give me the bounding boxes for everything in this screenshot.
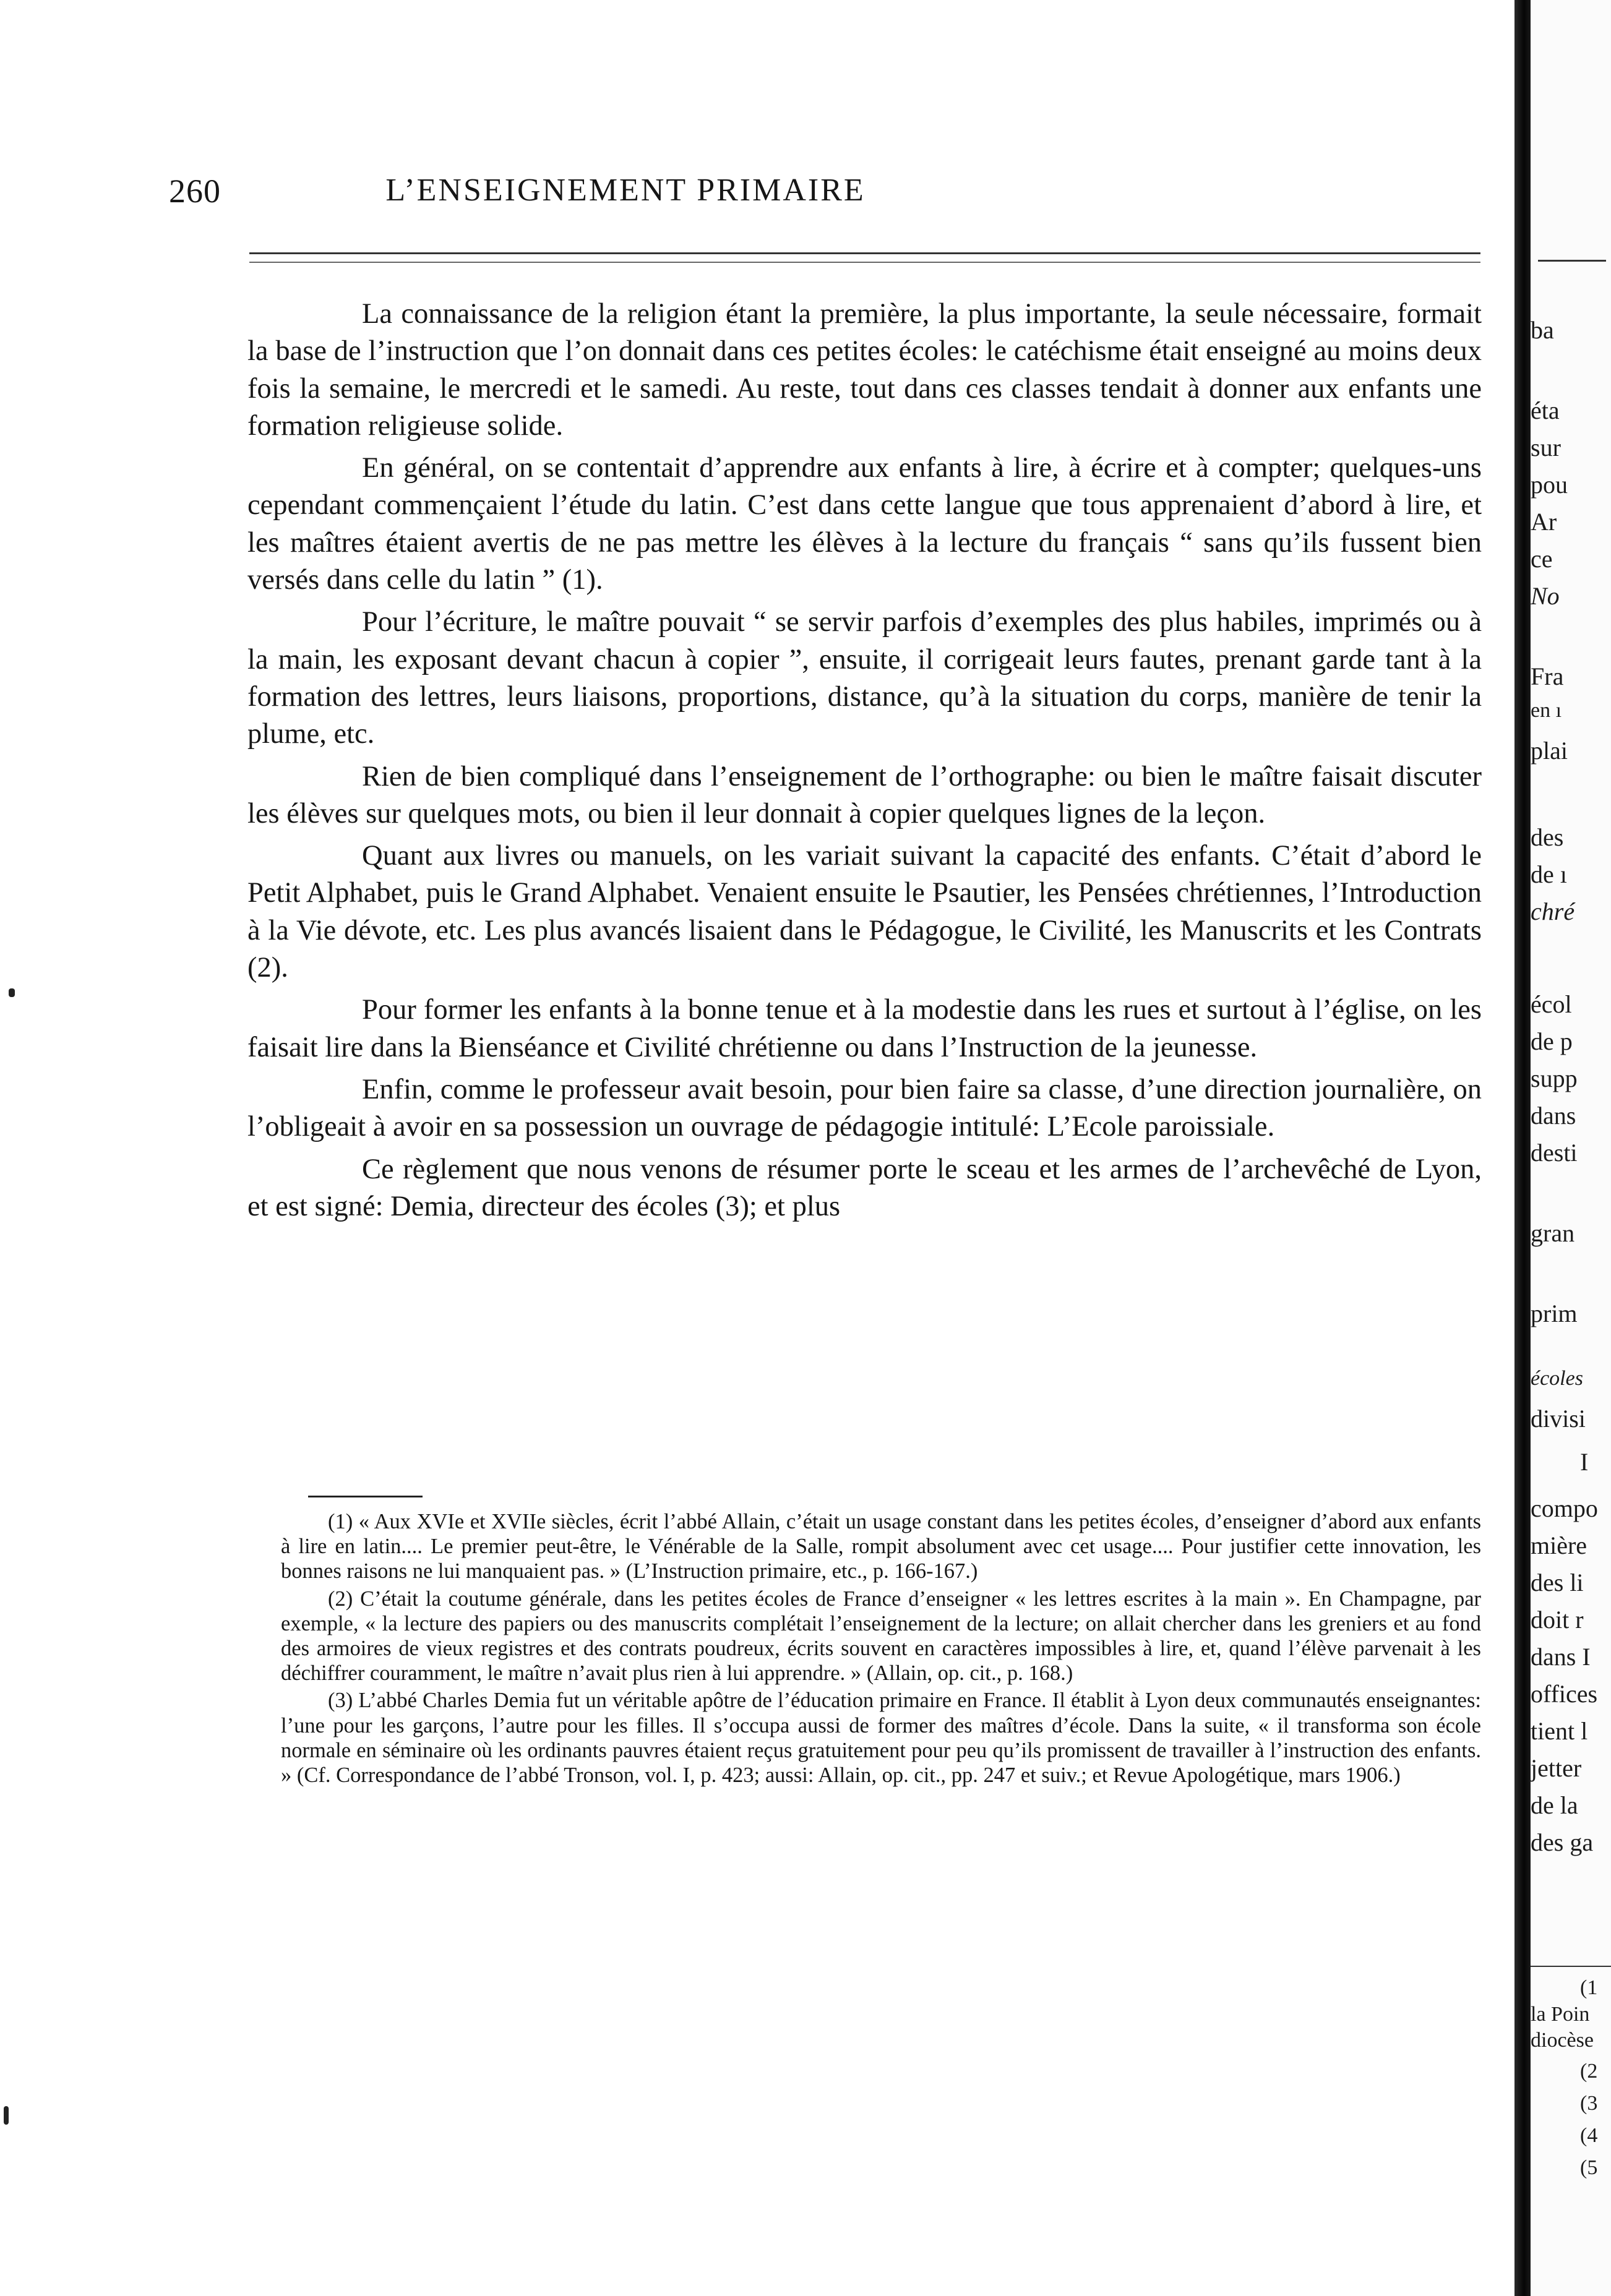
facing-text-fragment: en ı bbox=[1531, 699, 1562, 722]
facing-text-fragment: écoles bbox=[1531, 1367, 1583, 1390]
facing-text-fragment: sur bbox=[1531, 434, 1561, 461]
facing-text-fragment: de la bbox=[1531, 1791, 1578, 1819]
paragraph: Pour l’écriture, le maître pouvait “ se servir parfois d’exemples des plus habiles, imprimés ou à la main, les exposant devant chacun à copier ”, ensuite, il corrigeait leurs fautes, prenant garde tant à la formation des lettres, leurs liaisons, proportions, distance, qu’à la situation du corps, manière de tenir la plume, etc. bbox=[247, 606, 1482, 750]
paragraph: Enfin, comme le professeur avait besoin, pour bien faire sa classe, d’une direction journalière, on l’obligeait à avoir en sa possession un ouvrage de pédagogie intitulé: L’Ecole paroissiale. bbox=[247, 1073, 1482, 1143]
facing-text-fragment: des bbox=[1531, 823, 1564, 851]
facing-text-fragment: Ar bbox=[1531, 508, 1557, 536]
facing-text-fragment: éta bbox=[1531, 396, 1560, 424]
facing-text-fragment: de p bbox=[1531, 1027, 1573, 1055]
facing-footnote-rule bbox=[1531, 1966, 1611, 1967]
footnotes bbox=[281, 1509, 1481, 1790]
facing-text-fragment: Fra bbox=[1531, 662, 1564, 690]
facing-text-fragment: plai bbox=[1531, 737, 1568, 765]
scan-left-margin bbox=[0, 0, 36, 2296]
facing-text-fragment: prim bbox=[1531, 1300, 1578, 1327]
facing-text-fragment: desti bbox=[1531, 1139, 1578, 1167]
facing-text-fragment: chré bbox=[1531, 897, 1575, 925]
page-number: 260 bbox=[169, 173, 221, 210]
footnote-rule bbox=[308, 1496, 423, 1497]
running-title: L’ENSEIGNEMENT PRIMAIRE bbox=[385, 173, 866, 208]
facing-text-fragment: mière bbox=[1531, 1531, 1587, 1559]
body-text bbox=[247, 296, 1482, 1230]
facing-text-fragment: gran bbox=[1531, 1219, 1575, 1247]
paragraph: Quant aux livres ou manuels, on les variait suivant la capacité des enfants. C’était d’abord le Petit Alphabet, puis le Grand Alphabet. Venaient ensuite le Psautier, les Pensées chrétiennes, l’Introduction à la Vie dévote, etc. Les plus avancés lisaient dans le Pédagogue, le Civilité, les Manuscrits et les Contrats (2). bbox=[247, 840, 1482, 984]
paragraph: Ce règlement que nous venons de résumer porte le sceau et les armes de l’archevêché de Lyon, et est signé: Demia, directeur des écoles (3); et plus bbox=[247, 1153, 1482, 1222]
facing-text-fragment: dans bbox=[1531, 1102, 1576, 1129]
facing-text-fragment: I bbox=[1580, 1448, 1589, 1476]
facing-text-fragment: tient l bbox=[1531, 1717, 1588, 1745]
facing-text-fragment: (1 bbox=[1580, 1976, 1598, 1999]
facing-text-fragment: jetter bbox=[1531, 1754, 1582, 1782]
paragraph: En général, on se contentait d’apprendre aux enfants à lire, à écrire et à compter; quelques-uns cependant commençaient l’étude du latin. C’est dans cette langue que tous apprenaient d’abord à lire, et les maîtres étaient avertis de ne pas mettre les élèves à la lecture du français “ sans qu’ils fussent bien versés dans celle du latin ” (1). bbox=[247, 452, 1482, 596]
facing-text-fragment: (2 bbox=[1580, 2060, 1598, 2083]
facing-text-fragment: écol bbox=[1531, 990, 1572, 1018]
facing-text-fragment: offices bbox=[1531, 1680, 1598, 1708]
facing-text-fragment: (3 bbox=[1580, 2092, 1598, 2115]
facing-text-fragment: la Poin bbox=[1531, 2003, 1590, 2026]
header-rule bbox=[249, 252, 1480, 263]
footnote: (3) L’abbé Charles Demia fut un véritable apôtre de l’éducation primaire en France. Il établit à Lyon deux communautés enseignantes: l’une pour les garçons, l’autre pour les filles. Il s’occupa aussi de former des maîtres d’école. Dans la suite, « il transforma son école normale en séminaire où les ordinants pauvres étaient reçus gratuitement pour peu qu’ils promissent de travailler à l’instruction des enfants. » (Cf. Correspondance de l’abbé Tronson, vol. I, p. 423; aussi: Allain, op. cit., pp. 247 et suiv.; et Revue Apologétique, mars 1906.) bbox=[281, 1689, 1481, 1788]
facing-text-fragment: ba bbox=[1531, 316, 1554, 344]
paragraph: Pour former les enfants à la bonne tenue et à la modestie dans les rues et surtout à l’église, on les faisait lire dans la Bienséance et Civilité chrétienne ou dans l’Instruction de la jeunesse. bbox=[247, 994, 1482, 1063]
facing-text-fragment: diocèse bbox=[1531, 2029, 1594, 2052]
running-head bbox=[36, 172, 1514, 215]
facing-text-fragment: des li bbox=[1531, 1569, 1584, 1596]
paragraph: La connaissance de la religion étant la première, la plus importante, la seule nécessaire, formait la base de l’instruction que l’on donnait dans ces petites écoles: le catéchisme était enseigné au moins deux fois la semaine, le mercredi et le samedi. Au reste, tout dans ces classes tendait à donner aux enfants une formation religieuse solide. bbox=[247, 298, 1482, 442]
facing-text-fragment: ce bbox=[1531, 545, 1553, 573]
facing-text-fragment: No bbox=[1531, 582, 1560, 610]
facing-text-fragment: divisi bbox=[1531, 1405, 1586, 1433]
facing-text-fragment: (5 bbox=[1580, 2156, 1598, 2179]
book-gutter bbox=[1514, 0, 1531, 2296]
facing-text-fragment: pou bbox=[1531, 471, 1568, 499]
facing-header-rule bbox=[1538, 260, 1606, 262]
footnote: (2) C’était la coutume générale, dans les petites écoles de France d’enseigner « les lettres escrites à la main ». En Champagne, par exemple, « la lecture des papiers ou des manuscrits complétait l’enseignement de la lecture; on allait chercher dans les greniers et au fond des armoires de vieux registres et des contrats poudreux, écrits souvent en caractères impossibles à lire, et, quand l’élève parvenait à les déchiffrer couramment, le maître n’avait plus rien à lui apprendre. » (Allain, op. cit., p. 168.) bbox=[281, 1587, 1481, 1686]
facing-text-fragment: de ı bbox=[1531, 860, 1567, 888]
facing-page-fragment bbox=[1531, 0, 1611, 2296]
facing-text-fragment: supp bbox=[1531, 1064, 1578, 1092]
facing-text-fragment: dans I bbox=[1531, 1643, 1591, 1671]
scan-speck bbox=[4, 2106, 9, 2125]
facing-text-fragment: des ga bbox=[1531, 1828, 1594, 1856]
book-page bbox=[36, 0, 1514, 2296]
facing-text-fragment: doit r bbox=[1531, 1606, 1584, 1634]
facing-text-fragment: compo bbox=[1531, 1494, 1598, 1522]
paragraph: Rien de bien compliqué dans l’enseignement de l’orthographe: ou bien le maître faisait discuter les élèves sur quelques mots, ou bien il leur donnait à copier quelques lignes de la leçon. bbox=[247, 760, 1482, 829]
footnote: (1) « Aux XVIe et XVIIe siècles, écrit l’abbé Allain, c’était un usage constant dans les petites écoles, d’enseigner d’abord aux enfants à lire en latin.... Le premier peut-être, le Vénérable de la Salle, rompit absolument avec cet usage.... Pour justifier cette innovation, les bonnes raisons ne lui manquaient pas. » (L’Instruction primaire, etc., p. 166-167.) bbox=[281, 1510, 1481, 1583]
facing-text-fragment: (4 bbox=[1580, 2124, 1598, 2147]
scan-speck bbox=[9, 988, 15, 997]
